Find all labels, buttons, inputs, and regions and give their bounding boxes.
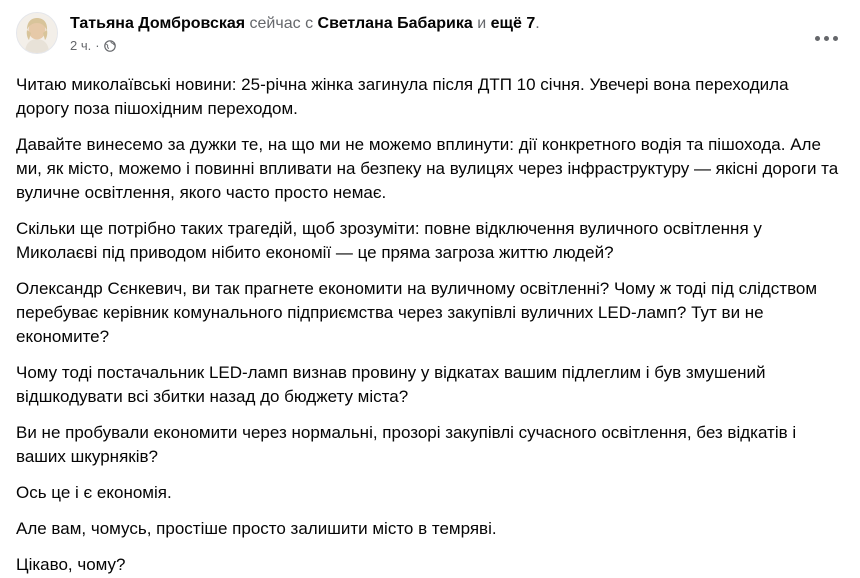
meta-separator: ·: [95, 38, 100, 53]
author-avatar[interactable]: [16, 12, 58, 54]
post-paragraph: Скільки ще потрібно таких трагедій, щоб зрозуміти: повне відключення вуличного освітлення у Миколаєві під приводом нібито економії — це пряма загроза життю людей?: [16, 219, 762, 262]
post-meta: [70, 38, 540, 54]
post-paragraph: Ось це і є економія.: [16, 483, 172, 502]
and-word: и: [477, 15, 487, 32]
globe-icon[interactable]: [104, 40, 116, 52]
tagged-person[interactable]: Светлана Бабарика: [317, 15, 473, 32]
more-dot: [824, 36, 829, 41]
post-paragraph: Цікаво, чому?: [16, 555, 126, 574]
header-period: .: [535, 15, 540, 32]
post-time-ago: сейчас: [249, 15, 301, 32]
post-timestamp[interactable]: 2 ч.: [70, 38, 92, 53]
post-paragraph: Давайте винесемо за дужки те, на що ми не можемо вплинути: дії конкретного водія та пішохода. Але ми, як місто, можемо і повинні впливати на безпеку на вулицях через інфраструктуру — якісні дороги та вуличне освітлення, якого часто просто немає.: [16, 135, 839, 202]
with-prefix: с: [305, 15, 314, 32]
post-paragraph: Чому тоді постачальник LED-ламп визнав провину у відкатах вашим підлеглим і був змушений відшкодувати всі збитки назад до бюджету міста?: [16, 363, 766, 406]
post-text: [16, 73, 844, 578]
post-header-line: [70, 14, 540, 34]
more-options-icon[interactable]: [808, 20, 844, 56]
post-paragraph: Ви не пробували економити через нормальні, прозорі закупівлі сучасного освітлення, без відкатів і ваших шкурняків?: [16, 423, 797, 466]
post-paragraph: Олександр Сєнкевич, ви так прагнете економити на вуличному освітленні? Чому ж тоді під слідством перебуває керівник комунального підприємства через закупівлі вуличних LED-ламп? Тут ви не економите?: [16, 279, 818, 346]
post-paragraph: Але вам, чомусь, простіше просто залишити місто в темряві.: [16, 519, 497, 538]
post-header-text: [70, 12, 540, 54]
more-dot: [815, 36, 820, 41]
tagged-others[interactable]: ещё 7: [490, 15, 536, 32]
author-name[interactable]: Татьяна Домбровская: [70, 15, 246, 32]
post-paragraph: Читаю миколаївські новини: 25-річна жінка загинула після ДТП 10 січня. Увечері вона переходила дорогу поза пішохідним переходом.: [16, 75, 789, 118]
post-header: [16, 12, 844, 62]
more-dot: [833, 36, 838, 41]
